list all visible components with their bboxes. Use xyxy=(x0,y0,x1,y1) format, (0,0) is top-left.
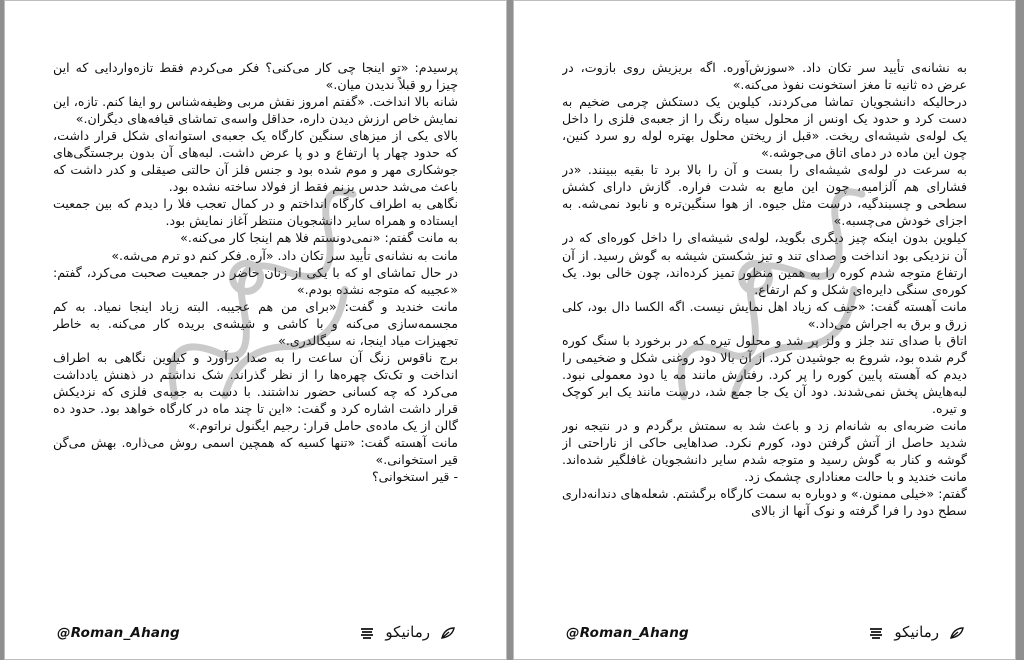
paragraph: - قیر استخوانی؟ xyxy=(372,469,458,485)
leaf-icon xyxy=(949,625,965,639)
book-stack-icon xyxy=(359,625,375,639)
page-footer xyxy=(514,623,1015,647)
paragraph: بالای یکی از میزهای سنگین کارگاه یک جعبه‌ی استوانه‌ای شکل قرار داشت، که حدود چهار پا ارتفاع و دو پا عرض داشت. لبه‌های آن بدون برجستگی‌های جوشکاری مهر و موم شده بود و جنس فلز آن حالتی صیقلی و کدر داشت که باعث می‌شد حدس بزنم فقط از فولاد ساخته نشده بود. xyxy=(53,128,458,195)
brand-name: رمانیکو xyxy=(385,623,430,641)
book-page-right xyxy=(513,0,1016,660)
paragraph: درحالیکه دانشجویان تماشا می‌کردند، کیلوین یک دستکش چرمی ضخیم به دست کرد و حدود یک اونس از محلول سیاه رنگ را از جعبه‌ی فلزی را داخل یک لوله‌ی شیشه‌ای ریخت. «قبل از ریختن محلول بهتره لوله رو سرد کنین، چون این ماده در دمای اتاق می‌جوشه.» xyxy=(562,94,967,161)
book-stack-icon xyxy=(868,625,884,639)
book-page-left xyxy=(4,0,507,660)
paragraph: مانت آهسته گفت: «تنها کسیه که همچین اسمی روش می‌ذاره. بهش می‌گن قیر استخوانی.» xyxy=(53,435,458,468)
paragraph: شانه بالا انداخت. «گفتم امروز نقش مربی وظیفه‌شناس رو ایفا کنم. تازه، این نمایش خاص ارزش دیدن داره، حداقل واسه‌ی تماشای قیافه‌های دیگران.» xyxy=(53,94,458,127)
page-text xyxy=(562,59,967,599)
channel-handle: @Roman_Ahang xyxy=(57,625,180,641)
paragraph: گفتم: «خیلی ممنون.» و دوباره به سمت کارگاه برگشتم. شعله‌های دندانه‌داری سطح دود را فرا گرفته و نوک آنها از بالای xyxy=(562,486,967,519)
paragraph: مانت آهسته گفت: «حیف که زیاد اهل نمایش نیست. اگه الکسا دال بود، کلی زرق و برق به اجراش می‌داد.» xyxy=(562,298,967,331)
paragraph: نگاهی به اطراف کارگاه انداختم و در کمال تعجب فلا را دیدم که بین جمعیت ایستاده و همراه سایر دانشجویان منتظر آغاز نمایش بود. xyxy=(53,196,458,229)
paragraph: به مانت گفتم: «نمی‌دونستم فلا هم اینجا کار می‌کنه.» xyxy=(180,230,458,246)
paragraph: برج ناقوس زنگ آن ساعت را به صدا درآورد و کیلوین نگاهی به اطراف انداخت و تک‌تک چهره‌ها را از نظر گذراند. شک نداشتم در ذهنش یادداشت می‌کرد که چه کسانی حضور نداشتند. با دست به جعبه‌ی فلزی که نزدیکش قرار داشت اشاره کرد و گفت: «این تا چند ماه در کارگاه خواهد بود. حدود ده گالن از یک ماده‌ی حامل قرار: رجیم ایگنول نراتوم.» xyxy=(53,349,458,433)
brand-logo xyxy=(868,623,965,641)
page-footer xyxy=(5,623,506,647)
page-text xyxy=(53,59,458,599)
paragraph: به سرعت در لوله‌ی شیشه‌ای را بست و آن را بالا برد تا بقیه ببینند. «در فشارای هم آلزامیه، چون این مایع به شدت فراره. گازش دارای کشش سطحی و چسبندگیه، درست مثل جیوه. از هوا سنگین‌تره و نابود نمی‌شه. به اجزای خودش می‌چسبه.» xyxy=(562,162,967,229)
paragraph: مانت به نشانه‌ی تأیید سر تکان داد. «آره. فکر کنم دو ترم می‌شه.» xyxy=(111,247,458,263)
paragraph: پرسیدم: «تو اینجا چی کار می‌کنی؟ فکر می‌کردم فقط تازه‌واردایی که این چیزا رو قبلاً ندیدن میان.» xyxy=(53,60,458,93)
paragraph: کیلوین بدون اینکه چیز دیگری بگوید، لوله‌ی شیشه‌ای را داخل کوره‌ای که در آن نزدیکی بود انداخت و صدای تند و تیز شکستن شیشه به گوش رسید. از آن ارتفاع متوجه شدم کوره را به همین منظور تمیز کرده‌اند، چون خالی بود. یک کوره‌ی سنگی دایره‌ای شکل و کم ارتفاع. xyxy=(562,230,967,297)
brand-logo xyxy=(359,623,456,641)
paragraph: اتاق با صدای تند جلز و ولز پر شد و محلول تیره که در برخورد با سنگ کوره گرم شده بود، شروع به جوشیدن کرد. از آن بالا دود روغنی شکل و ضخیمی را دیدم که آهسته پایین کوره را پر کرد. رفتارش مانند مه یا دود معمولی نبود. لبه‌هایش پخش نمی‌شدند. دود آن یک جا جمع شد، درست مانند یک ابر کوچک و تیره. xyxy=(562,332,967,416)
paragraph: مانت ضربه‌ای به شانه‌ام زد و باعث شد به سمتش برگردم و در نتیجه نور شدید حاصل از آتش گرفتن دود، کورم نکرد. صداهایی حاکی از ناراحتی از گوشه و کنار به گوش رسید و متوجه شدم سایر دانشجویان غافلگیر شده‌اند. مانت خندید و با حالت معناداری چشمک زد. xyxy=(562,417,967,485)
paragraph: به نشانه‌ی تأیید سر تکان داد. «سوزش‌آوره. اگه بریزیش روی بازوت، در عرض ده ثانیه تا مغز استخونت نفوذ می‌کنه.» xyxy=(562,60,967,93)
paragraph: در حال تماشای او که با یکی از زنان حاضر در جمعیت صحبت می‌کرد، گفتم: «عجیبه که متوجه نشده بودم.» xyxy=(53,264,458,297)
channel-handle: @Roman_Ahang xyxy=(566,625,689,641)
brand-name: رمانیکو xyxy=(894,623,939,641)
leaf-icon xyxy=(440,625,456,639)
paragraph: مانت خندید و گفت: «برای من هم عجیبه. البته زیاد اینجا نمیاد. به کم مجسمه‌سازی می‌کنه و با کاشی و شیشه‌ی بریده کار می‌کنه. به خاطر تجهیزات میاد اینجا، نه سیگالدری.» xyxy=(53,298,458,348)
